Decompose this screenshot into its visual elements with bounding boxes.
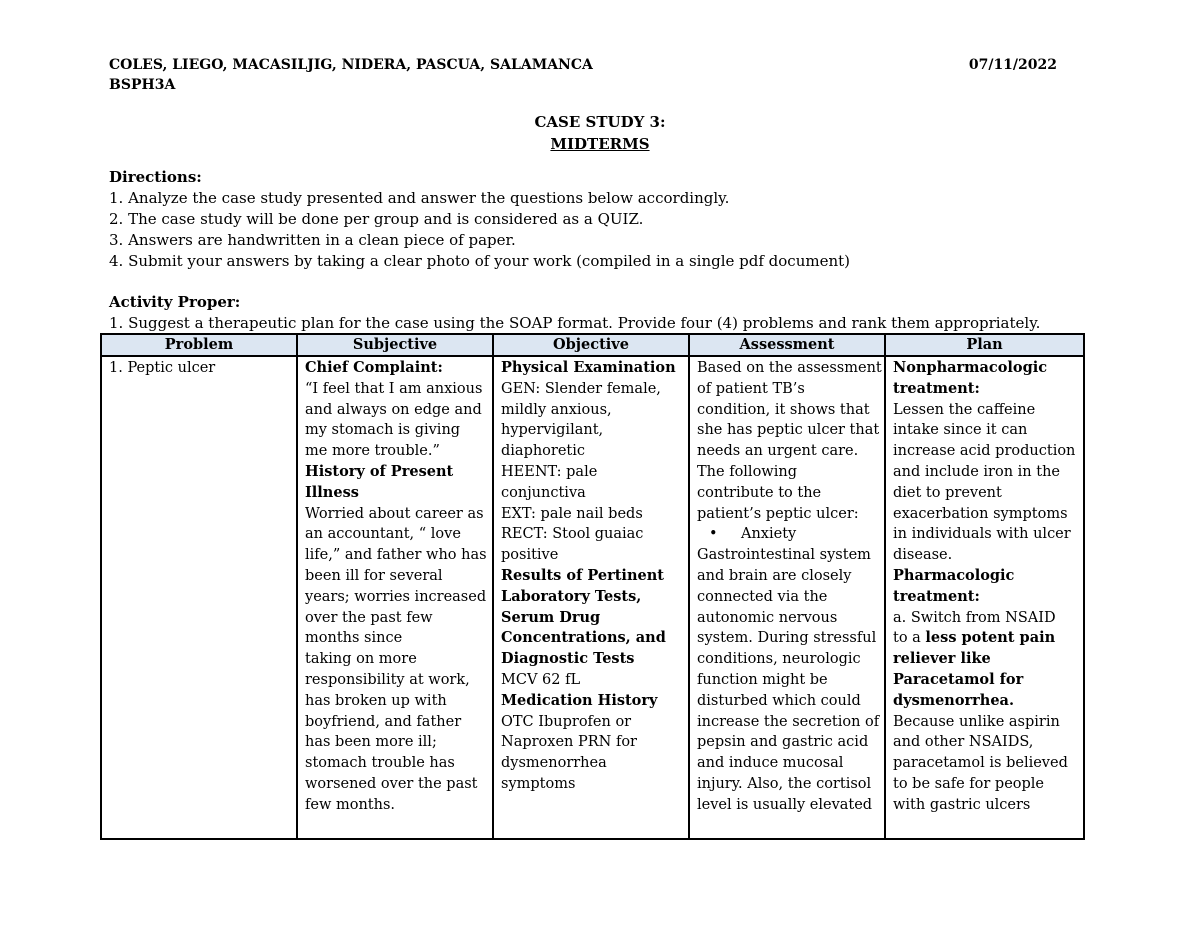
pharm-bold-line: reliever like [893, 650, 991, 668]
activity-heading: Activity Proper: [109, 293, 241, 311]
hpi-line: few months. [305, 796, 396, 813]
hpi-line: responsibility at work, [305, 671, 470, 688]
assessment-line: Based on the assessment [697, 360, 882, 376]
assessment-line: she has peptic ulcer that [697, 422, 880, 439]
pe-line: hypervigilant, [501, 422, 604, 439]
column-header-subjective: Subjective [297, 334, 493, 356]
pharm-bold-line: dysmenorrhea. [893, 691, 1014, 709]
med-history-label: Medication History [501, 691, 658, 709]
nonpharm-label-line: Nonpharmacologic [893, 359, 1048, 376]
cell-plan [885, 356, 1084, 839]
pharm-label-line: Pharmacologic [893, 566, 1015, 584]
bullet-item [697, 524, 880, 545]
pe-line: mildly anxious, [501, 401, 612, 418]
pharm-line: a. Switch from NSAID [893, 609, 1056, 626]
problem-text: 1. Peptic ulcer [109, 360, 216, 376]
title-block [0, 111, 1200, 155]
assessment-line: function might be [697, 671, 828, 688]
pharm-line: Because unlike aspirin [893, 713, 1060, 730]
hpi-line: stomach trouble has [305, 755, 455, 772]
bullet-text: Anxiety [741, 526, 797, 543]
assessment-line: increase the secretion of [697, 713, 880, 730]
nonpharm-line: exacerbation symptoms [893, 505, 1068, 522]
directions-heading: Directions: [109, 168, 202, 186]
pharm-mixed-plain: to a [893, 630, 926, 647]
assessment-line: pepsin and gastric acid [697, 734, 869, 751]
column-header-plan: Plan [885, 334, 1084, 356]
nonpharm-line: disease. [893, 547, 953, 564]
med-history-line: OTC Ibuprofen or [501, 713, 632, 730]
assessment-line: conditions, neurologic [697, 651, 861, 668]
chief-complaint-line: me more trouble.” [305, 443, 440, 460]
soap-table [100, 333, 1085, 840]
direction-item: 2. The case study will be done per group and is considered as a QUIZ. [109, 210, 644, 228]
pharm-line: to be safe for people [893, 775, 1045, 792]
assessment-line: system. During stressful [697, 630, 877, 647]
direction-item: 3. Answers are handwritten in a clean piece of paper. [109, 231, 516, 249]
assessment-line: contribute to the [697, 484, 822, 501]
chief-complaint-line: “I feel that I am anxious [305, 380, 483, 397]
assessment-line: level is usually elevated [697, 796, 873, 813]
hpi-line: worsened over the past [305, 775, 478, 792]
direction-item: 1. Analyze the case study presented and answer the questions below accordingly. [109, 189, 730, 207]
med-history-line: symptoms [501, 775, 576, 792]
table-row [101, 356, 1084, 839]
labs-label-line: Concentrations, and [501, 629, 666, 647]
assessment-line: The following [697, 463, 797, 480]
page-subtitle: MIDTERMS [550, 135, 650, 153]
hpi-line: over the past few [305, 609, 433, 626]
bullet-icon: • [709, 526, 718, 543]
hpi-line: life,” and father who has [305, 547, 487, 564]
hpi-line: boyfriend, and father [305, 713, 462, 730]
assessment-line: needs an urgent care. [697, 443, 859, 460]
assessment-line: condition, it shows that [697, 401, 870, 418]
pharm-bold-line: Paracetamol for [893, 670, 1024, 688]
pharm-mixed-bold: less potent pain [925, 629, 1056, 647]
hpi-label-line: Illness [305, 483, 359, 501]
pharm-line: and other NSAIDS, [893, 734, 1034, 751]
directions [109, 167, 1089, 272]
column-header-objective: Objective [493, 334, 689, 356]
labs-line: MCV 62 fL [501, 671, 581, 688]
nonpharm-line: in individuals with ulcer [893, 526, 1071, 543]
cell-objective [493, 356, 689, 839]
activity-instruction: 1. Suggest a therapeutic plan for the case using the SOAP format. Provide four (4) problems and rank them appropriately. [109, 314, 1041, 332]
med-history-line: dysmenorrhea [501, 755, 607, 772]
hpi-label-line: History of Present [305, 462, 454, 480]
pe-line: conjunctiva [501, 484, 586, 501]
nonpharm-line: Lessen the caffeine [893, 401, 1036, 418]
hpi-line: months since [305, 630, 403, 647]
pharm-line: paracetamol is believed [893, 755, 1068, 772]
labs-label-line: Diagnostic Tests [501, 650, 635, 668]
hpi-line: Worried about career as [305, 505, 484, 522]
assessment-line: and brain are closely [697, 567, 852, 584]
date: 07/11/2022 [968, 57, 1057, 73]
assessment-line: injury. Also, the cortisol [697, 775, 872, 792]
hpi-line: has been more ill; [305, 734, 437, 751]
assessment-line: and induce mucosal [697, 755, 844, 772]
assessment-line: of patient TB’s [697, 380, 805, 397]
column-header-problem: Problem [101, 334, 297, 356]
pe-line: RECT: Stool guaiac [501, 526, 644, 543]
labs-label-line: Results of Pertinent [501, 566, 664, 584]
assessment-line: autonomic nervous [697, 609, 838, 626]
direction-item: 4. Submit your answers by taking a clear photo of your work (compiled in a single pdf document) [109, 252, 851, 270]
hpi-line: has broken up with [305, 692, 447, 709]
nonpharm-label-line: treatment: [893, 379, 980, 397]
pe-line: HEENT: pale [501, 463, 598, 480]
assessment-line: patient’s peptic ulcer: [697, 505, 859, 522]
hpi-line: years; worries increased [305, 588, 487, 605]
pe-line: diaphoretic [501, 443, 586, 460]
pharm-line: with gastric ulcers [893, 796, 1031, 813]
assessment-line: Gastrointestinal system [697, 547, 871, 564]
assessment-line: connected via the [697, 588, 828, 605]
nonpharm-line: and include iron in the [893, 463, 1060, 480]
cell-assessment [689, 356, 885, 839]
labs-label-line: Laboratory Tests, [501, 587, 642, 605]
section: BSPH3A [109, 77, 176, 93]
pe-line: GEN: Slender female, [501, 380, 661, 397]
activity-proper [109, 292, 1089, 334]
table-header-row [101, 334, 1084, 356]
nonpharm-line: intake since it can [893, 422, 1028, 439]
cell-subjective [297, 356, 493, 839]
pe-line: EXT: pale nail beds [501, 505, 643, 522]
labs-label-line: Serum Drug [501, 608, 601, 626]
med-history-line: Naproxen PRN for [501, 734, 637, 751]
nonpharm-line: diet to prevent [893, 484, 1002, 501]
cell-problem [101, 356, 297, 839]
pharm-label-line: treatment: [893, 587, 980, 605]
column-header-assessment: Assessment [689, 334, 885, 356]
page-title: CASE STUDY 3: [534, 113, 666, 131]
assessment-line: disturbed which could [697, 692, 861, 709]
hpi-line: been ill for several [305, 567, 443, 584]
pharm-mixed-line [893, 628, 1079, 649]
hpi-line: an accountant, “ love [305, 526, 461, 543]
chief-complaint-label: Chief Complaint: [305, 359, 443, 376]
pe-label: Physical Examination [501, 359, 676, 376]
nonpharm-line: increase acid production [893, 443, 1076, 460]
authors: COLES, LIEGO, MACASILJIG, NIDERA, PASCUA, SALAMANCA [109, 57, 593, 73]
hpi-line: taking on more [305, 651, 417, 668]
chief-complaint-line: my stomach is giving [305, 422, 461, 439]
chief-complaint-line: and always on edge and [305, 401, 482, 418]
pe-line: positive [501, 547, 559, 564]
